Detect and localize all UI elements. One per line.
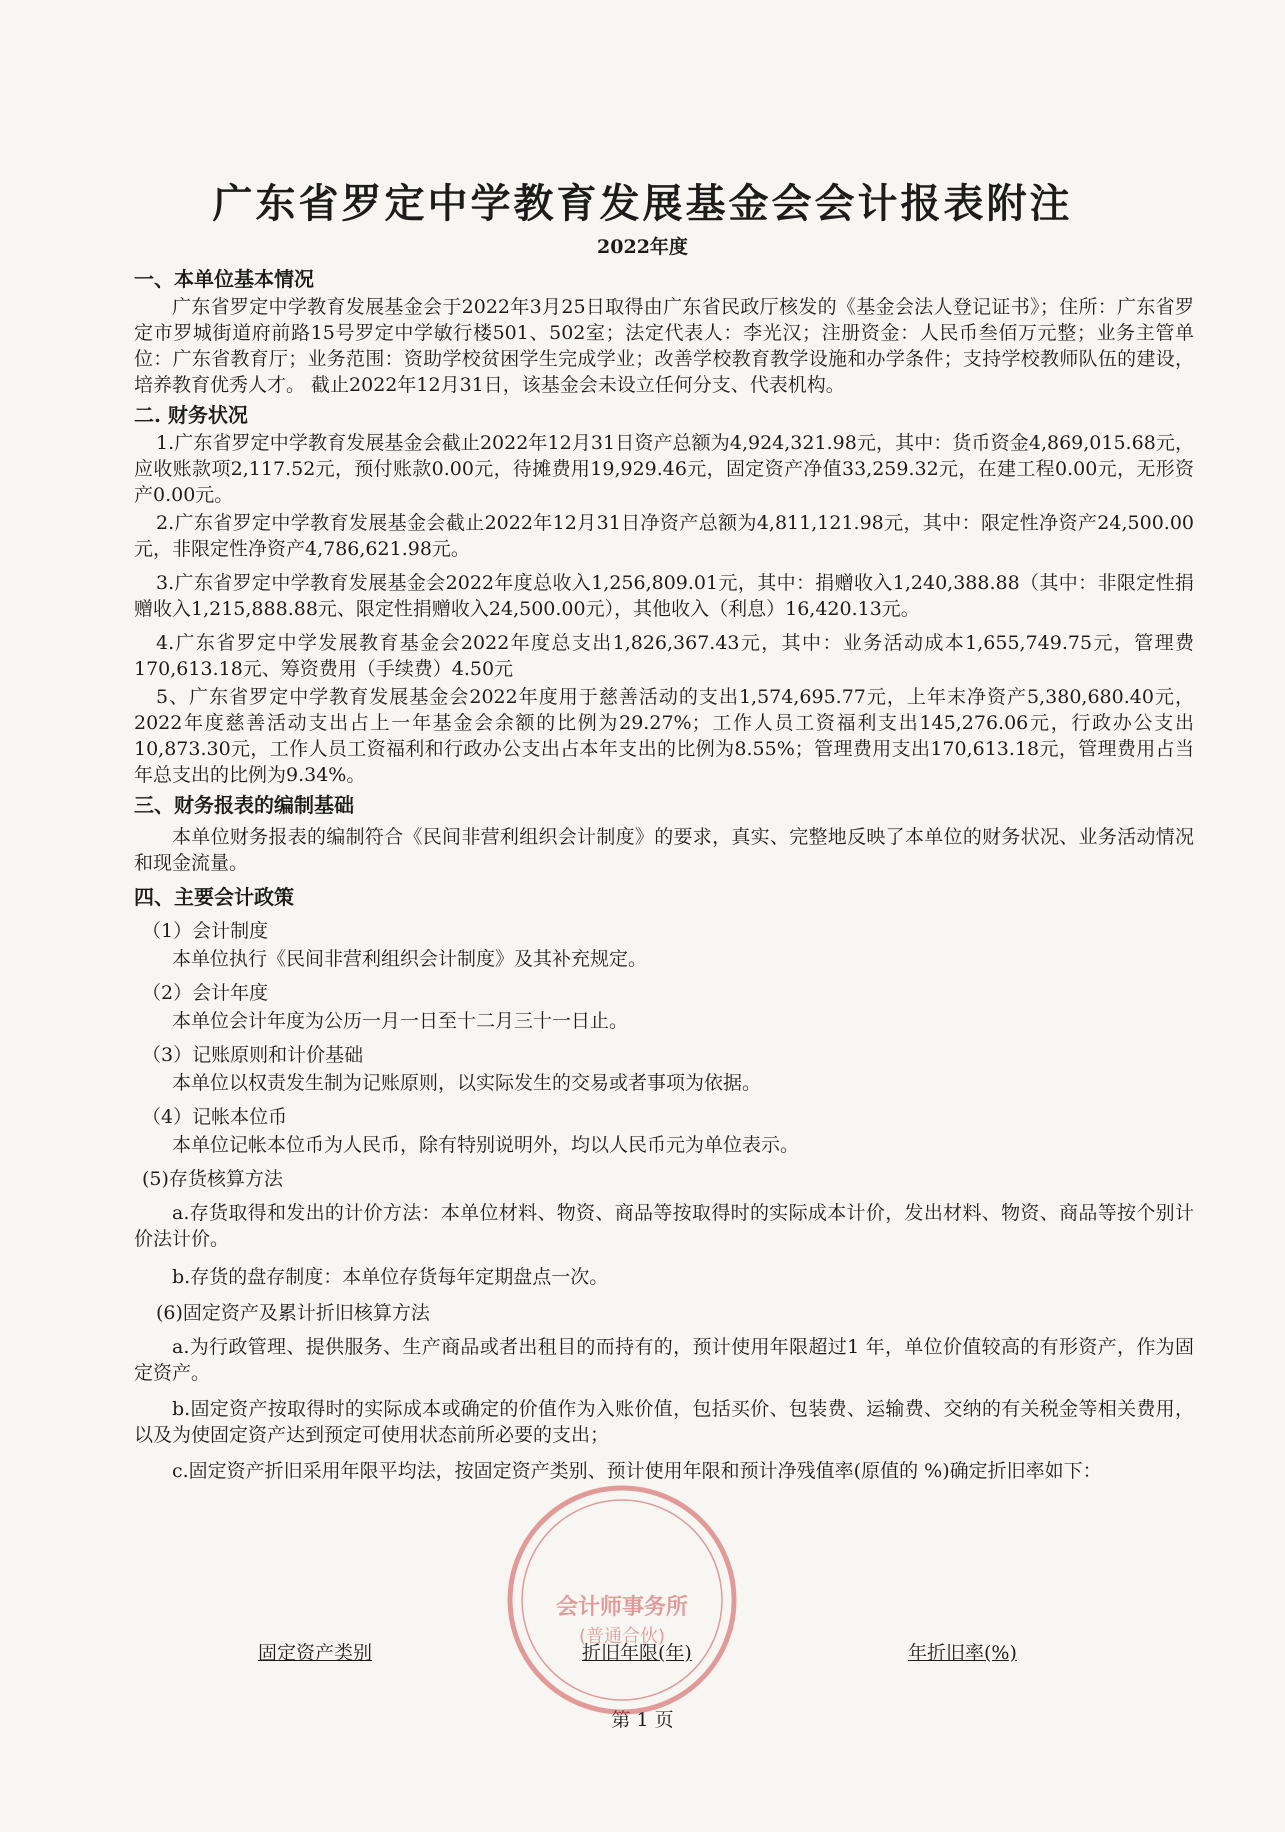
seal-outer-ring [510,1488,734,1712]
policy-4-title: （4）记帐本位币 [142,1106,288,1128]
column-header-depreciation-years: 折旧年限(年) [582,1642,692,1664]
document-year: 2022年度 [597,236,688,258]
policy-5-item-b: b.存货的盘存制度：本单位存货每年定期盘点一次。 [172,1266,609,1288]
section-2-heading: 二. 财务状况 [134,403,248,427]
column-header-asset-category: 固定资产类别 [258,1642,373,1664]
policy-4-text: 本单位记帐本位币为人民币，除有特别说明外，均以人民币元为单位表示。 [172,1134,800,1156]
policy-5-title: (5)存货核算方法 [142,1168,283,1190]
policy-2-title: （2）会计年度 [142,982,269,1004]
policy-5-item-a: a.存货取得和发出的计价方法：本单位材料、物资、商品等按取得时的实际成本计价，发出材料、物资、商品等按个别计价法计价。 [134,1202,1194,1250]
section-2-item-3: 3.广东省罗定中学教育发展基金会2022年度总收入1,256,809.01元，其中：捐赠收入1,240,388.88（其中：非限定性捐赠收入1,215,888.88元、限定性捐赠收入24,500.00元），其他收入（利息）16,420.13元。 [134,572,1194,620]
document-body [134,262,1194,1486]
seal-inner-ring [522,1500,722,1700]
section-3-paragraph: 本单位财务报表的编制符合《民间非营利组织会计制度》的要求，真实、完整地反映了本单位的财务状况、业务活动情况和现金流量。 [134,826,1194,874]
policy-3-text: 本单位以权责发生制为记账原则，以实际发生的交易或者事项为依据。 [172,1072,762,1094]
policy-2-text: 本单位会计年度为公历一月一日至十二月三十一日止。 [172,1010,629,1032]
column-header-depreciation-rate: 年折旧率(%) [908,1642,1017,1664]
section-2-item-2: 2.广东省罗定中学教育发展基金会截止2022年12月31日净资产总额为4,811,121.98元，其中：限定性净资产24,500.00元，非限定性净资产4,786,621.98元。 [134,512,1194,560]
section-1-heading: 一、本单位基本情况 [134,267,314,291]
section-1-paragraph: 广东省罗定中学教育发展基金会于2022年3月25日取得由广东省民政厅核发的《基金会法人登记证书》；住所：广东省罗定市罗城街道府前路15号罗定中学敏行楼501、502室；法定代表人：李光汉；注册资金：人民币叁佰万元整；业务主管单位：广东省教育厅；业务范围：资助学校贫困学生完成学业；改善学校教育教学设施和办学条件；支持学校教师队伍的建设，培养教育优秀人才。 截止2022年12月31日，该基金会未设立任何分支、代表机构。 [134,296,1194,396]
section-2-item-4: 4.广东省罗定中学发展教育基金会2022年度总支出1,826,367.43元，其中：业务活动成本1,655,749.75元，管理费170,613.18元、筹资费用（手续费）4.50元 [134,632,1194,680]
policy-1-text: 本单位执行《民间非营利组织会计制度》及其补充规定。 [172,948,648,970]
firm-seal-stamp [502,1480,742,1720]
policy-6-title: (6)固定资产及累计折旧核算方法 [156,1302,430,1324]
policy-1-title: （1）会计制度 [142,920,269,942]
policy-3-title: （3）记账原则和计价基础 [142,1044,364,1066]
document-title: 广东省罗定中学教育发展基金会会计报表附注 [212,180,1073,227]
section-4-heading: 四、主要会计政策 [134,885,294,909]
seal-text-line-2: (普通合伙) [578,1626,666,1647]
section-3-heading: 三、财务报表的编制基础 [134,793,354,817]
policy-6-item-b: b.固定资产按取得时的实际成本或确定的价值作为入账价值，包括买价、包装费、运输费、交纳的有关税金等相关费用，以及为使固定资产达到预定可使用状态前所必要的支出； [134,1398,1194,1446]
section-2-item-5: 5、广东省罗定中学教育发展基金会2022年度用于慈善活动的支出1,574,695.77元，上年末净资产5,380,680.40元，2022年度慈善活动支出占上一年基金会余额的比例为29.27%；工作人员工资福利支出145,276.06元，行政办公支出10,873.30元，工作人员工资福利和行政办公支出占本年支出的比例为8.55%；管理费用支出170,613.18元，管理费用占当年总支出的比例为9.34%。 [134,686,1194,786]
policy-6-item-a: a.为行政管理、提供服务、生产商品或者出租目的而持有的，预计使用年限超过1 年，单位价值较高的有形资产，作为固定资产。 [134,1336,1194,1384]
policy-6-item-c: c.固定资产折旧采用年限平均法，按固定资产类别、预计使用年限和预计净残值率(原值的 %)确定折旧率如下： [172,1460,1102,1482]
seal-text-line-1: 会计师事务所 [555,1595,689,1620]
page-number: 第 1 页 [611,1709,674,1731]
section-2-item-1: 1.广东省罗定中学教育发展基金会截止2022年12月31日资产总额为4,924,321.98元，其中：货币资金4,869,015.68元，应收账款项2,117.52元，预付账款0.00元，待摊费用19,929.46元，固定资产净值33,259.32元，在建工程0.00元，无形资产0.00元。 [134,432,1194,506]
